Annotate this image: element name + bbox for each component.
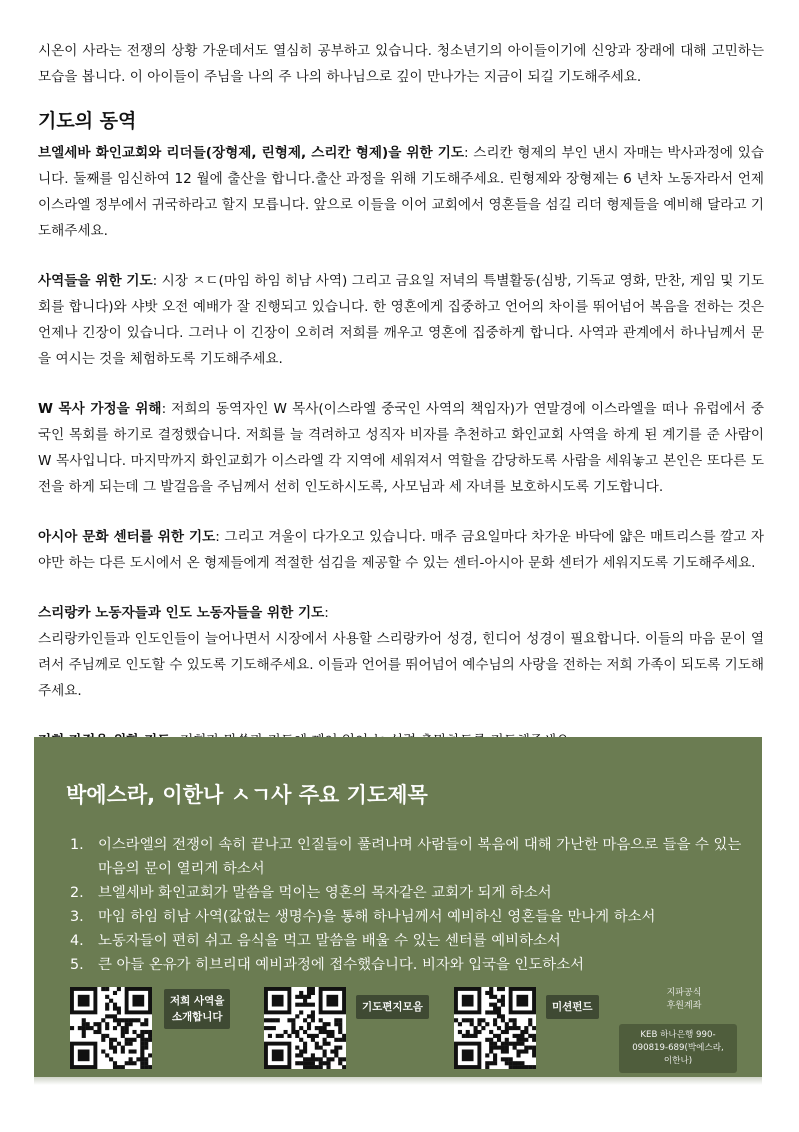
section-body: : 스리칸 형제의 부인 낸시 자매는 박사과정에 있습니다. 둘째를 임신하여 12 월에 출산을 합니다.출산 과정을 위해 기도해주세요. 린형제와 장형제는 6 년차 노동자라서 언제 이스라엘 정부에서 귀국하라고 할지 모릅니다. 앞으로 이들을 이어 교회에서 영혼들을 섬길 리더 형제들을 예비해 달라고 기도해주세요.: [38, 145, 764, 239]
qr-code-ministry[interactable]: [70, 987, 152, 1069]
document-body: [38, 38, 764, 754]
prayer-section-pastor-w: [38, 396, 764, 500]
list-item: [64, 833, 754, 881]
section-body: : 시장 ㅈㄷ(마임 하임 히남 사역) 그리고 금요일 저녁의 특별활동(심방, 기독교 영화, 만찬, 게임 및 기도회를 합니다)와 샤밧 오전 예배가 잘 진행되고 있습니다. 한 영혼에게 집중하고 언어의 차이를 뛰어넘어 복음을 전하는 것은 언제나 긴장이 있습니다. 그러나 이 긴장이 오히려 저희를 깨우고 영혼에 집중하게 합니다. 사역과 관계에서 하나님께서 문을 여시는 것을 체험하도록 기도해주세요.: [38, 273, 764, 367]
section-body: : 저희의 동역자인 W 목사(이스라엘 중국인 사역의 책임자)가 연말경에 이스라엘을 떠나 유럽에서 중국인 목회를 하기로 결정했습니다. 저희를 늘 격려하고 성직자 비자를 추천하고 화인교회 사역을 하게 된 계기를 준 사람이 W 목사입니다. 마지막까지 화인교회가 이스라엘 각 지역에 세워져서 역할을 감당하도록 사람을 세워놓고 본인은 또다른 도전을 하게 되는데 그 발걸음을 주님께서 선히 인도하시도록, 사모님과 세 자녀를 보호하시도록 기도합니다.: [38, 401, 764, 495]
section-body: : 그리고 겨울이 다가오고 있습니다. 매주 금요일마다 차가운 바닥에 얇은 매트리스를 깔고 자야만 하는 다른 도시에서 온 형제들에게 적절한 섬김을 제공할 수 있는 센터-아시아 문화 센터가 세워지도록 기도해주세요.: [38, 529, 764, 571]
prayer-topics-box: [34, 737, 762, 1077]
list-item: [64, 881, 754, 905]
qr-label-fund: 미션펀드: [546, 995, 599, 1019]
qr-label-letters: 기도편지모음: [356, 995, 429, 1019]
item-number: 4.: [70, 933, 84, 949]
section-lead: 스리랑카 노동자들과 인도 노동자들을 위한 기도: [38, 605, 325, 621]
list-item: [64, 905, 754, 929]
box-shadow: [34, 1077, 762, 1085]
prayer-section-workers: [38, 600, 764, 704]
section-lead: 아시아 문화 센터를 위한 기도: [38, 529, 216, 545]
intro-paragraph: 시온이 사라는 전쟁의 상황 가운데서도 열심히 공부하고 있습니다. 청소년기의 아이들이기에 신앙과 장래에 대해 고민하는 모습을 봅니다. 이 아이들이 주님을 나의 주 나의 하나님으로 깊이 만나가는 지금이 되길 기도해주세요.: [38, 43, 764, 85]
prayer-section-ministry: [38, 268, 764, 372]
item-text: 노동자들이 편히 쉬고 음식을 먹고 말씀을 배울 수 있는 센터를 예비하소서: [98, 933, 561, 949]
support-account-label: 지파공식 후원계좌: [666, 988, 702, 1011]
section-lead: 브엘세바 화인교회와 리더들(장형제, 린형제, 스리칸 형제)을 위한 기도: [38, 145, 465, 161]
item-text: 브엘세바 화인교회가 말씀을 먹이는 영혼의 목자같은 교회가 되게 하소서: [98, 885, 552, 901]
item-number: 2.: [70, 885, 84, 901]
item-number: 1.: [70, 837, 84, 853]
item-number: 3.: [70, 909, 84, 925]
item-text: 큰 아들 온유가 히브리대 예비과정에 접수했습니다. 비자와 입국을 인도하소서: [98, 957, 585, 973]
list-item: [64, 953, 754, 977]
item-text: 이스라엘의 전쟁이 속히 끝나고 인질들이 풀려나며 사람들이 복음에 대해 가난한 마음으로 들을 수 있는 마음의 문이 열리게 하소서: [98, 837, 742, 877]
prayer-section-asia-center: [38, 524, 764, 576]
section-lead: W 목사 가정을 위해: [38, 401, 162, 417]
item-text: 마임 하임 히남 사역(값없는 생명수)을 통해 하나님께서 예비하신 영혼들을 만나게 하소서: [98, 909, 656, 925]
box-title: 박에스라, 이한나 ㅅㄱ사 주요 기도제목: [66, 783, 428, 807]
qr-label-ministry: 저희 사역을 소개합니다: [164, 989, 230, 1029]
prayer-section-church: [38, 140, 764, 244]
item-number: 5.: [70, 957, 84, 973]
section-body: : 스리랑카인들과 인도인들이 늘어나면서 시장에서 사용할 스리랑카어 성경, 힌디어 성경이 필요합니다. 이들의 마음 문이 열려서 주님께로 인도할 수 있도록 기도해주세요. 이들과 언어를 뛰어넘어 예수님의 사랑을 전하는 저희 가족이 되도록 기도해주세요.: [38, 605, 764, 699]
qr-code-letters[interactable]: [264, 987, 346, 1069]
list-item: [64, 929, 754, 953]
qr-code-fund[interactable]: [454, 987, 536, 1069]
section-lead: 사역들을 위한 기도: [38, 273, 153, 289]
bank-account-info: KEB 하나은행 990- 090819-689(박에스라, 이한나): [619, 1024, 737, 1073]
section-heading: 기도의 동역: [38, 110, 137, 132]
prayer-topics-list: [64, 833, 754, 977]
